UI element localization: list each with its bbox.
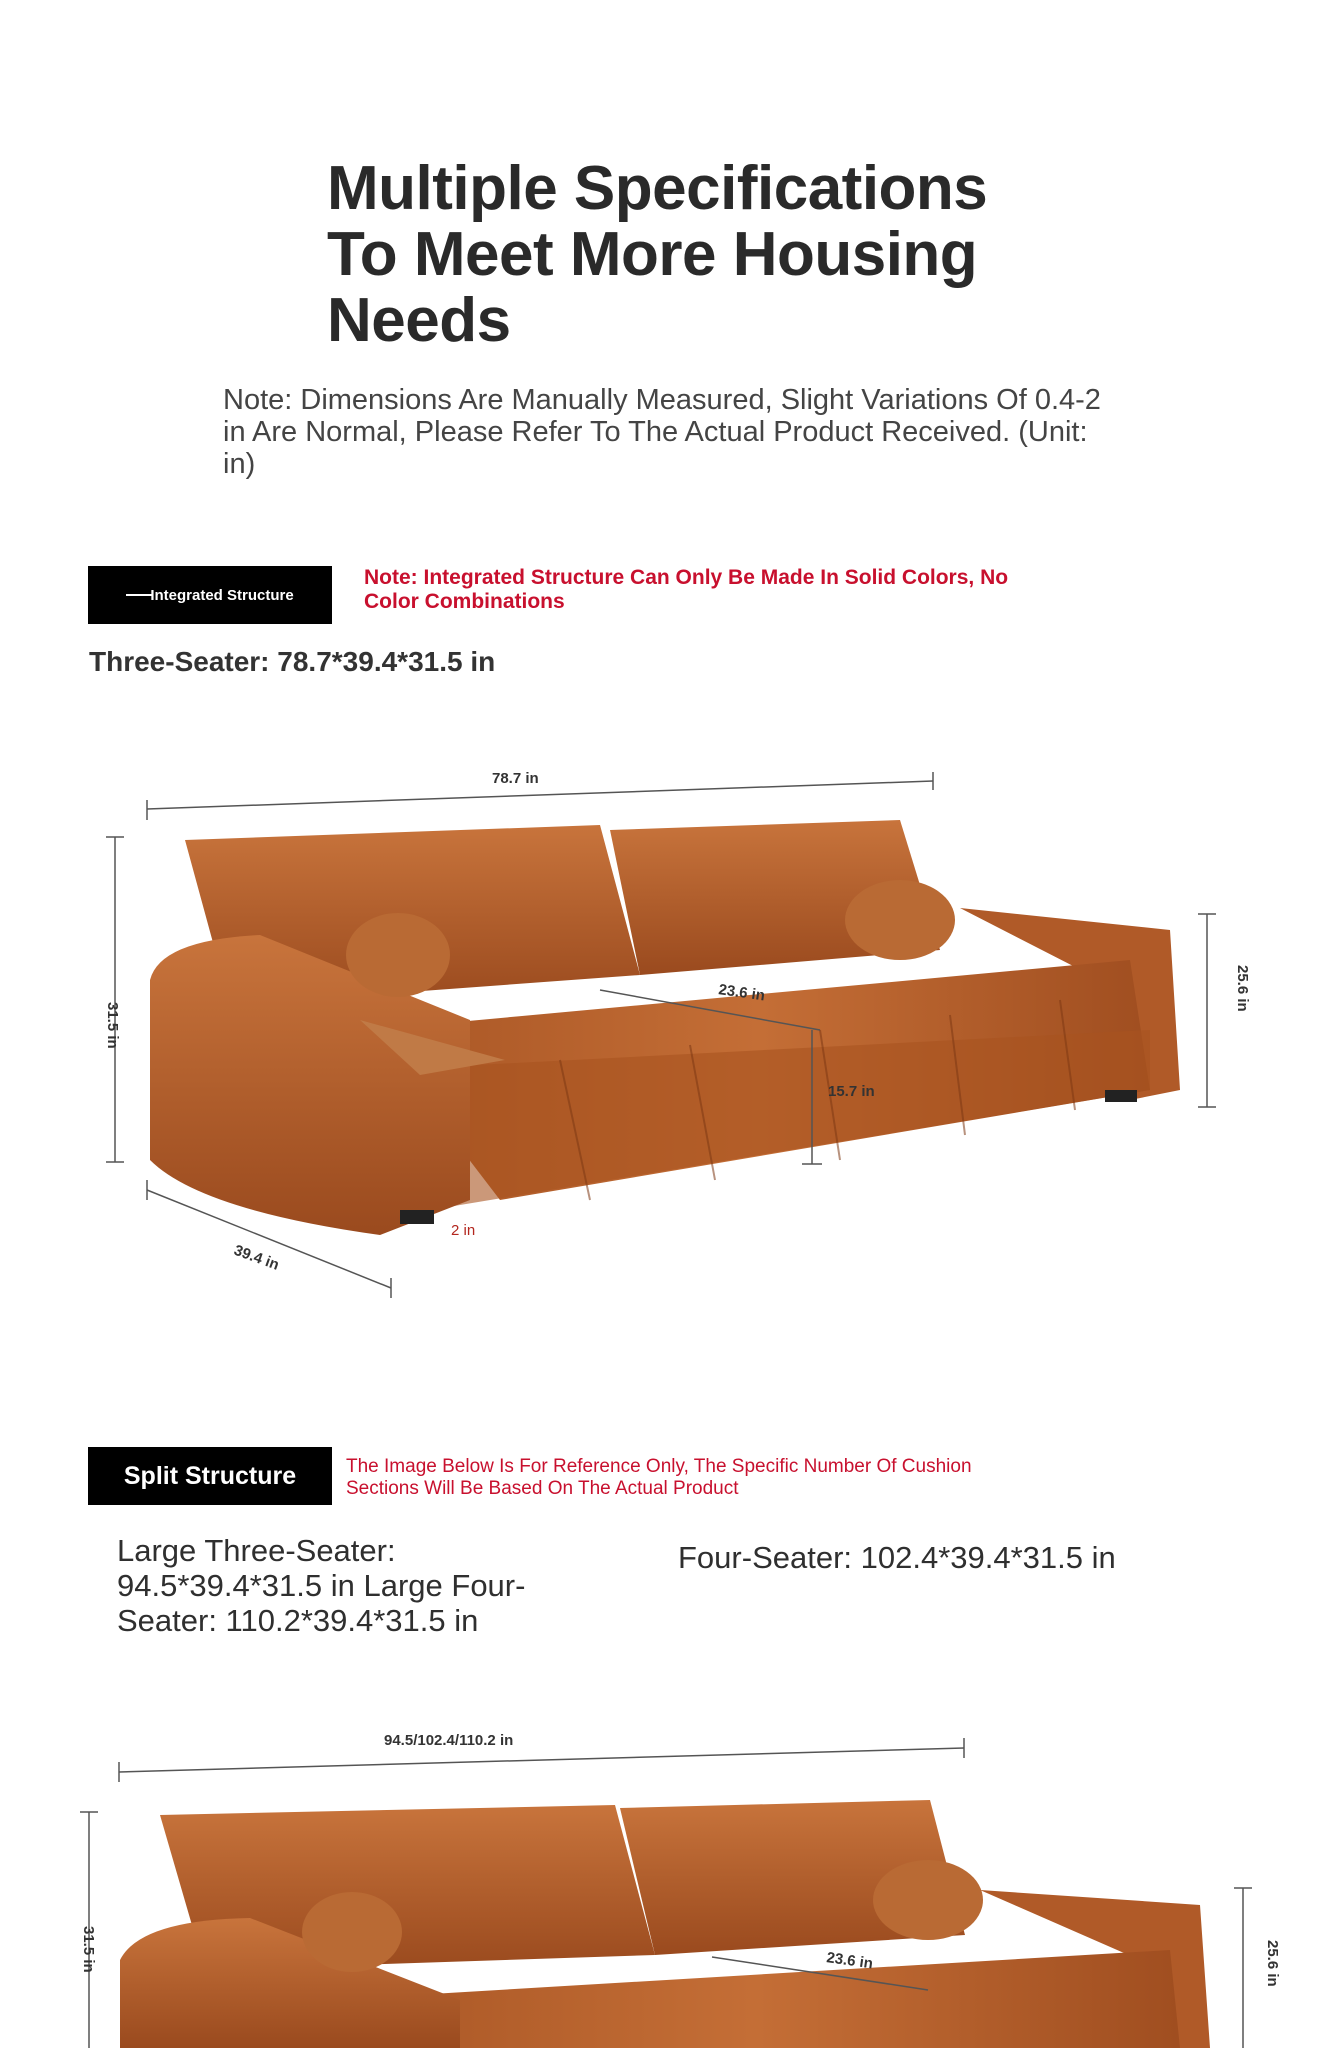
dim-split-seat-depth: 23.6 in: [825, 1949, 875, 1973]
dim-width: 78.7 in: [492, 770, 539, 787]
dim-leg: 2 in: [451, 1222, 476, 1239]
sofa-illustration: [150, 820, 1180, 1235]
four-seater-size: Four-Seater: 102.4*39.4*31.5 in: [678, 1540, 1116, 1575]
three-seater-size: Three-Seater: 78.7*39.4*31.5 in: [89, 646, 496, 677]
integrated-note: Note: Integrated Structure Can Only Be Made In Solid Colors, No Color Combinations: [364, 566, 1009, 613]
integrated-structure-tag: [88, 566, 332, 624]
dim-split-arm-height: 25.6 in: [1264, 1940, 1281, 1987]
page-title: Multiple Specifications To Meet More Housing Needs: [327, 154, 988, 355]
dimension-note: Note: Dimensions Are Manually Measured, Slight Variations Of 0.4-2 in Are Normal, Please Refer To The Actual Product Received. (Unit: in): [223, 384, 1101, 480]
dim-seat-depth: 23.6 in: [717, 981, 767, 1005]
dim-split-width: 94.5/102.4/110.2 in: [384, 1732, 514, 1749]
dim-height: 31.5 in: [104, 1002, 121, 1049]
dim-depth: 39.4 in: [231, 1241, 282, 1274]
split-structure-tag: Split Structure: [88, 1447, 332, 1505]
dim-seat-height: 15.7 in: [828, 1083, 875, 1100]
dash-icon: [126, 594, 152, 596]
split-note: The Image Below Is For Reference Only, The Specific Number Of Cushion Sections Will Be Based On The Actual Product: [346, 1456, 972, 1499]
dim-split-height: 31.5 in: [80, 1926, 97, 1973]
sofa-illustration-split: [120, 1800, 1210, 2048]
integrated-structure-label: Integrated Structure: [150, 586, 294, 604]
dim-arm-height: 25.6 in: [1234, 965, 1251, 1012]
split-sofa-figure: [0, 1700, 1322, 2048]
large-seater-sizes: Large Three-Seater: 94.5*39.4*31.5 in Large Four-Seater: 110.2*39.4*31.5 in: [117, 1533, 526, 1638]
three-seater-sofa-figure: [0, 730, 1322, 1330]
